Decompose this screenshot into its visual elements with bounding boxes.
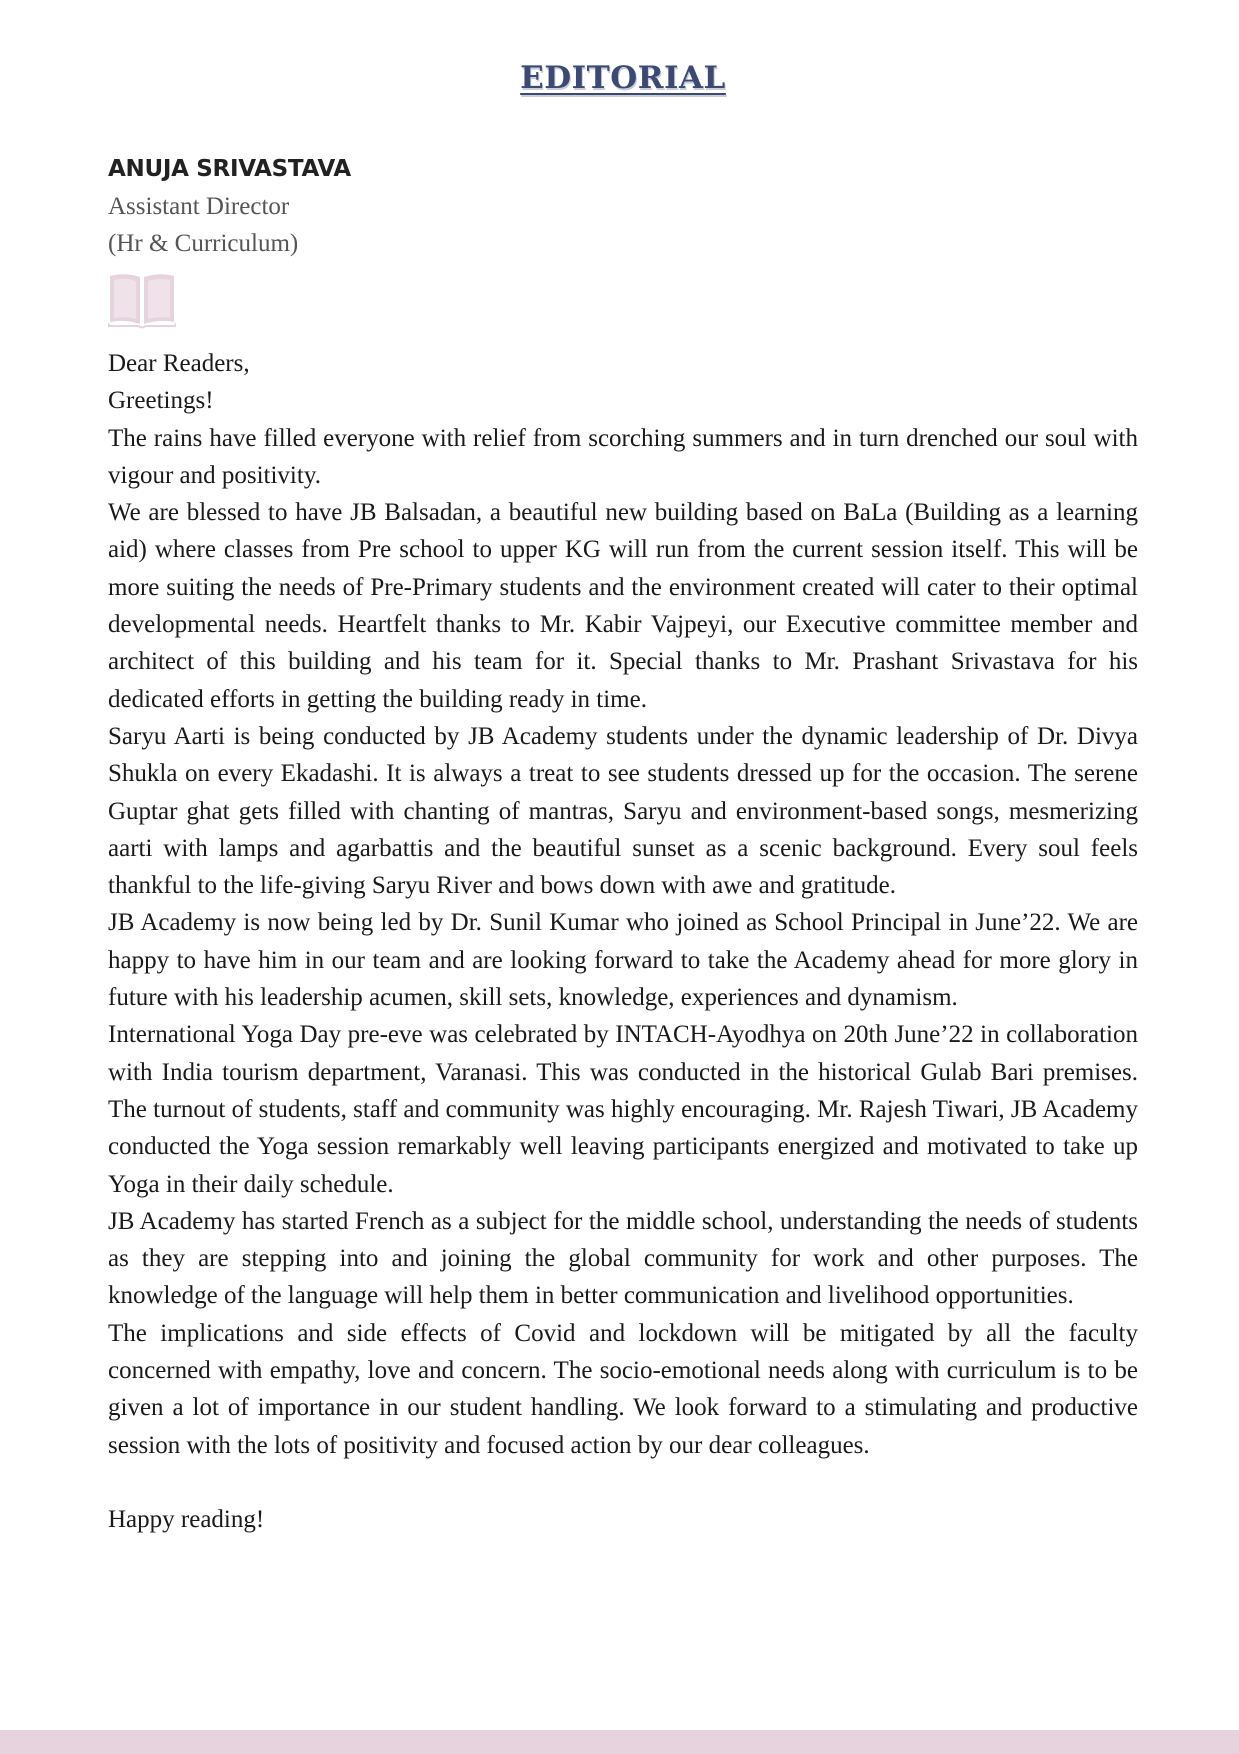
page-title: EDITORIAL: [520, 60, 726, 96]
closing: Happy reading!: [108, 1506, 265, 1534]
letter-body: [108, 345, 1138, 1539]
greeting: Greetings!: [108, 387, 214, 415]
paragraph-spacer: [108, 1464, 1138, 1501]
paragraph-saryu-aarti: Saryu Aarti is being conducted by JB Academy students under the dynamic leadership of Dr. Divya Shukla on every Ekadashi. It is always a treat to see students dressed up for the occasion. The serene Guptar ghat gets filled with chanting of mantras, Saryu and environment-based songs, mesmerizing aarti with lamps and agarbattis and the beautiful sunset as a scenic background. Every soul feels thankful to the life-giving Saryu River and bows down with awe and gratitude.: [108, 722, 1138, 900]
author-role: [108, 188, 298, 262]
salutation: Dear Readers,: [108, 350, 250, 377]
paragraph-principal: JB Academy is now being led by Dr. Sunil Kumar who joined as School Principal in June’22. We are happy to have him in our team and are looking forward to take the Academy ahead for more glory in future with his leadership acumen, skill sets, knowledge, experiences and dynamism.: [108, 909, 1138, 1012]
author-name: ANUJA SRIVASTAVA: [108, 156, 351, 182]
author-role-title: Assistant Director: [108, 193, 290, 220]
paragraph-rains: The rains have filled everyone with relief from scorching summers and in turn drenched our soul with vigour and positivity.: [108, 424, 1138, 489]
footer-accent-bar: [0, 1730, 1239, 1754]
paragraph-covid: The implications and side effects of Covid and lockdown will be mitigated by all the faculty concerned with empathy, love and concern. The socio-emotional needs along with curriculum is to be given a lot of importance in our student handling. We look forward to a stimulating and productive session with the lots of positivity and focused action by our dear colleagues.: [108, 1319, 1138, 1459]
paragraph-french: JB Academy has started French as a subject for the middle school, understanding the needs of students as they are stepping into and joining the global community for work and other purposes. The knowledge of the language will help them in better communication and livelihood opportunities.: [108, 1207, 1138, 1310]
paragraph-yoga-day: International Yoga Day pre-eve was celebrated by INTACH-Ayodhya on 20th June’22 in collaboration with India tourism department, Varanasi. This was conducted in the historical Gulab Bari premises. The turnout of students, staff and community was highly encouraging. Mr. Rajesh Tiwari, JB Academy conducted the Yoga session remarkably well leaving participants energized and motivated to take up Yoga in their daily schedule.: [108, 1021, 1138, 1198]
paragraph-balsadan: We are blessed to have JB Balsadan, a beautiful new building based on BaLa (Building as a learning aid) where classes from Pre school to upper KG will run from the current session itself. This will be more suiting the needs of Pre-Primary students and the environment created will cater to their optimal developmental needs. Heartfelt thanks to Mr. Kabir Vajpeyi, our Executive committee member and architect of this building and his team for it. Special thanks to Mr. Prashant Srivastava for his dedicated efforts in getting the building ready in time.: [108, 499, 1138, 713]
open-book-icon: [108, 270, 176, 332]
author-role-department: (Hr & Curriculum): [108, 230, 299, 257]
